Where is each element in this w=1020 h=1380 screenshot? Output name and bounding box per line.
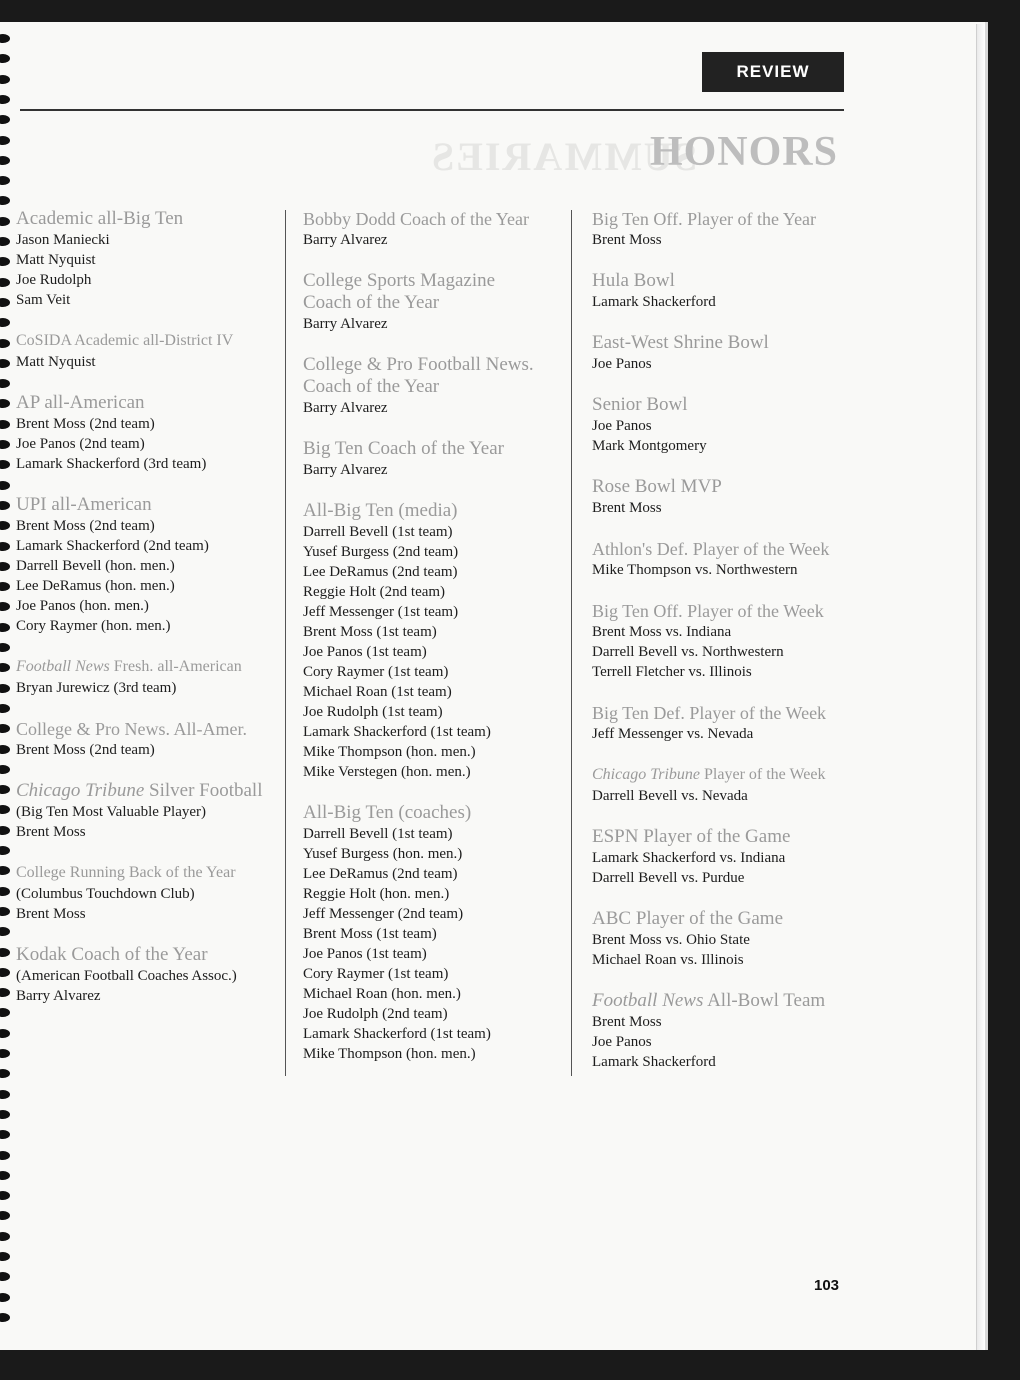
binding-ring bbox=[0, 339, 10, 348]
binding-ring bbox=[0, 704, 10, 713]
publication-name: Football News bbox=[16, 658, 110, 675]
binding-ring bbox=[0, 196, 10, 205]
binding-ring bbox=[0, 846, 10, 855]
honor-section bbox=[592, 394, 842, 456]
binding-ring bbox=[0, 1293, 10, 1302]
binding-ring bbox=[0, 1008, 10, 1017]
honor-section bbox=[16, 780, 278, 842]
honor-line: Cory Raymer (hon. men.) bbox=[16, 618, 171, 634]
honor-line: Matt Nyquist bbox=[16, 252, 96, 268]
honor-line: Yusef Burgess (2nd team) bbox=[303, 544, 459, 560]
honor-heading: All-Big Ten (coaches) bbox=[303, 802, 472, 823]
honor-heading: Athlon's Def. Player of the Week bbox=[592, 539, 830, 559]
honor-line: Brent Moss (1st team) bbox=[303, 926, 437, 942]
honor-line: Brent Moss bbox=[592, 1014, 662, 1030]
binding-ring bbox=[0, 95, 10, 104]
honor-line: Jason Maniecki bbox=[16, 232, 110, 248]
honor-heading: AP all-American bbox=[16, 392, 145, 413]
honor-section bbox=[16, 718, 278, 760]
binding-ring bbox=[0, 562, 10, 571]
binding-ring bbox=[0, 136, 10, 145]
binding-ring bbox=[0, 521, 10, 530]
honor-section bbox=[592, 908, 842, 970]
honor-line: Joe Rudolph (2nd team) bbox=[303, 1006, 448, 1022]
honor-heading-text: Player of the Week bbox=[700, 766, 826, 783]
honor-line: Darrell Bevell (1st team) bbox=[303, 524, 453, 540]
honor-line: Barry Alvarez bbox=[303, 232, 388, 248]
binding-ring bbox=[0, 481, 10, 490]
honor-line: Darrell Bevell vs. Northwestern bbox=[592, 644, 784, 660]
binding-ring bbox=[0, 359, 10, 368]
honor-line: Mike Thompson (hon. men.) bbox=[303, 744, 476, 760]
binding-ring bbox=[0, 54, 10, 63]
honor-line: Matt Nyquist bbox=[16, 354, 96, 370]
honor-section bbox=[592, 764, 842, 806]
honor-heading-line-2: Coach of the Year bbox=[303, 376, 440, 397]
honor-line: Jeff Messenger (2nd team) bbox=[303, 906, 464, 922]
binding-ring bbox=[0, 440, 10, 449]
honor-section bbox=[16, 944, 278, 1006]
honor-line: Mark Montgomery bbox=[592, 438, 707, 454]
binding-ring bbox=[0, 826, 10, 835]
binding-ring bbox=[0, 663, 10, 672]
binding-ring bbox=[0, 684, 10, 693]
honor-line: Lamark Shackerford (3rd team) bbox=[16, 456, 207, 472]
honor-line: Lee DeRamus (2nd team) bbox=[303, 866, 458, 882]
honor-line: Joe Panos bbox=[592, 418, 652, 434]
binding-ring bbox=[0, 501, 10, 510]
honor-heading-text: All-Bowl Team bbox=[703, 990, 826, 1011]
binding-ring bbox=[0, 115, 10, 124]
column-divider bbox=[285, 210, 286, 1076]
binding-ring bbox=[0, 1151, 10, 1160]
binding-ring bbox=[0, 907, 10, 916]
honor-section bbox=[16, 862, 278, 924]
honor-section bbox=[16, 392, 278, 474]
honor-heading: College Sports Magazine bbox=[303, 270, 496, 291]
binding-ring bbox=[0, 1191, 10, 1200]
honor-heading bbox=[592, 764, 842, 786]
honor-line: Lee DeRamus (2nd team) bbox=[303, 564, 458, 580]
honor-line: (American Football Coaches Assoc.) bbox=[16, 968, 237, 984]
binding-ring bbox=[0, 1272, 10, 1281]
binding-ring bbox=[0, 1069, 10, 1078]
header-rule bbox=[20, 109, 844, 111]
honor-line: Mike Thompson (hon. men.) bbox=[303, 1046, 476, 1062]
binding-ring bbox=[0, 1252, 10, 1261]
binding-ring bbox=[0, 1171, 10, 1180]
honor-section bbox=[303, 270, 561, 334]
honor-section bbox=[592, 826, 842, 888]
honor-section bbox=[16, 330, 278, 372]
honor-line: Reggie Holt (2nd team) bbox=[303, 584, 446, 600]
honor-line: Brent Moss vs. Indiana bbox=[592, 624, 732, 640]
honor-line: Lamark Shackerford vs. Indiana bbox=[592, 850, 786, 866]
binding-ring bbox=[0, 724, 10, 733]
honor-line: Michael Roan (hon. men.) bbox=[303, 986, 461, 1002]
honor-heading: Bobby Dodd Coach of the Year bbox=[303, 209, 529, 229]
binding-ring bbox=[0, 318, 10, 327]
honor-line: Darrell Bevell vs. Nevada bbox=[592, 788, 748, 804]
honor-line: Brent Moss bbox=[592, 500, 662, 516]
honor-line: Cory Raymer (1st team) bbox=[303, 664, 449, 680]
binding-ring bbox=[0, 34, 10, 43]
honor-line: Jeff Messenger (1st team) bbox=[303, 604, 459, 620]
binding-ring bbox=[0, 75, 10, 84]
honor-heading: College & Pro News. All-Amer. bbox=[16, 719, 247, 739]
honor-line: Barry Alvarez bbox=[303, 400, 388, 416]
binding-ring bbox=[0, 948, 10, 957]
honor-line: Brent Moss (2nd team) bbox=[16, 518, 155, 534]
section-tab-review: REVIEW bbox=[702, 52, 844, 92]
binding-ring bbox=[0, 1049, 10, 1058]
binding-ring bbox=[0, 745, 10, 754]
honor-line: Brent Moss (1st team) bbox=[303, 624, 437, 640]
honor-line: Joe Rudolph (1st team) bbox=[303, 704, 443, 720]
honor-line: Michael Roan vs. Illinois bbox=[592, 952, 744, 968]
binding-ring bbox=[0, 765, 10, 774]
column-divider bbox=[571, 210, 572, 1076]
honor-heading: College Running Back of the Year bbox=[16, 864, 236, 881]
honor-section bbox=[592, 600, 842, 682]
honor-heading bbox=[16, 780, 278, 802]
honor-heading: Big Ten Def. Player of the Week bbox=[592, 703, 827, 723]
honor-heading: CoSIDA Academic all-District IV bbox=[16, 332, 234, 349]
honor-line: Brent Moss bbox=[592, 232, 662, 248]
honors-column-1 bbox=[16, 208, 278, 1026]
binding-ring bbox=[0, 1090, 10, 1099]
honor-heading: Big Ten Coach of the Year bbox=[303, 438, 504, 459]
honor-section bbox=[303, 208, 561, 250]
honor-heading: Kodak Coach of the Year bbox=[16, 944, 208, 965]
honor-line: Joe Rudolph bbox=[16, 272, 92, 288]
honor-heading: Rose Bowl MVP bbox=[592, 476, 722, 497]
honor-heading: College & Pro Football News. bbox=[303, 354, 534, 375]
binding-ring bbox=[0, 988, 10, 997]
honor-section bbox=[16, 208, 278, 310]
honor-heading: ABC Player of the Game bbox=[592, 908, 784, 929]
honor-line: Cory Raymer (1st team) bbox=[303, 966, 449, 982]
binding-ring bbox=[0, 1029, 10, 1038]
honor-heading: Senior Bowl bbox=[592, 394, 688, 415]
honor-line: Joe Panos (1st team) bbox=[303, 644, 427, 660]
honor-heading: UPI all-American bbox=[16, 494, 152, 515]
honor-heading-text: Fresh. all-American bbox=[109, 658, 242, 675]
honor-section bbox=[16, 656, 278, 698]
honor-line: Bryan Jurewicz (3rd team) bbox=[16, 680, 177, 696]
honor-line: Darrell Bevell (1st team) bbox=[303, 826, 453, 842]
spiral-binding bbox=[0, 34, 12, 1334]
honor-line: Joe Panos bbox=[592, 356, 652, 372]
binding-ring bbox=[0, 805, 10, 814]
honor-line: Sam Veit bbox=[16, 292, 71, 308]
honors-column-3 bbox=[592, 208, 842, 1092]
binding-ring bbox=[0, 927, 10, 936]
honor-heading: Big Ten Off. Player of the Year bbox=[592, 209, 817, 229]
honor-line: Brent Moss vs. Ohio State bbox=[592, 932, 750, 948]
honor-line: Joe Panos (hon. men.) bbox=[16, 598, 149, 614]
honor-section bbox=[592, 476, 842, 518]
honors-column-2 bbox=[303, 208, 561, 1084]
honor-line: Mike Verstegen (hon. men.) bbox=[303, 764, 471, 780]
honor-line: (Columbus Touchdown Club) bbox=[16, 886, 195, 902]
binding-ring bbox=[0, 866, 10, 875]
honor-line: Terrell Fletcher vs. Illinois bbox=[592, 664, 752, 680]
honor-line: Brent Moss bbox=[16, 824, 86, 840]
honor-line: Joe Panos bbox=[592, 1034, 652, 1050]
honor-line: Mike Thompson vs. Northwestern bbox=[592, 562, 798, 578]
binding-ring bbox=[0, 887, 10, 896]
honor-line: Joe Panos (2nd team) bbox=[16, 436, 145, 452]
binding-ring bbox=[0, 420, 10, 429]
honor-line: Darrell Bevell vs. Purdue bbox=[592, 870, 745, 886]
page-edge bbox=[976, 24, 985, 1350]
binding-ring bbox=[0, 602, 10, 611]
honor-heading-text: Silver Football bbox=[144, 780, 263, 801]
binding-ring bbox=[0, 1130, 10, 1139]
honor-line: Lamark Shackerford (1st team) bbox=[303, 1026, 491, 1042]
honor-line: Barry Alvarez bbox=[16, 988, 101, 1004]
honor-line: Darrell Bevell (hon. men.) bbox=[16, 558, 175, 574]
binding-ring bbox=[0, 237, 10, 246]
binding-ring bbox=[0, 542, 10, 551]
honor-heading: East-West Shrine Bowl bbox=[592, 332, 769, 353]
binding-ring bbox=[0, 785, 10, 794]
honor-section bbox=[592, 990, 842, 1072]
honor-line: Brent Moss (2nd team) bbox=[16, 416, 155, 432]
honor-line: Lamark Shackerford bbox=[592, 1054, 716, 1070]
binding-ring bbox=[0, 1110, 10, 1119]
binding-ring bbox=[0, 1211, 10, 1220]
honor-line: Jeff Messenger vs. Nevada bbox=[592, 726, 754, 742]
honor-line: Barry Alvarez bbox=[303, 316, 388, 332]
binding-ring bbox=[0, 217, 10, 226]
honor-line: Yusef Burgess (hon. men.) bbox=[303, 846, 463, 862]
honor-section bbox=[16, 494, 278, 636]
honor-heading: All-Big Ten (media) bbox=[303, 500, 458, 521]
honor-section bbox=[303, 500, 561, 782]
honor-section bbox=[592, 702, 842, 744]
binding-ring bbox=[0, 298, 10, 307]
publication-name: Football News bbox=[592, 990, 704, 1011]
honor-line: Lamark Shackerford bbox=[592, 294, 716, 310]
binding-ring bbox=[0, 623, 10, 632]
page-number: 103 bbox=[814, 1277, 840, 1294]
bleed-through-text: SUMMARIES bbox=[430, 134, 697, 179]
publication-name: Chicago Tribune bbox=[592, 766, 701, 783]
honor-heading bbox=[592, 990, 842, 1012]
honor-heading-line-2: Coach of the Year bbox=[303, 292, 440, 313]
honor-section bbox=[303, 354, 561, 418]
honor-section bbox=[592, 538, 842, 580]
honor-heading: Hula Bowl bbox=[592, 270, 675, 291]
honor-line: Brent Moss bbox=[16, 906, 86, 922]
honor-section bbox=[592, 270, 842, 312]
binding-ring bbox=[0, 1232, 10, 1241]
honor-line: Brent Moss (2nd team) bbox=[16, 742, 155, 758]
honor-line: Lamark Shackerford (1st team) bbox=[303, 724, 491, 740]
honor-line: Michael Roan (1st team) bbox=[303, 684, 452, 700]
honor-section bbox=[303, 802, 561, 1064]
honor-heading: Big Ten Off. Player of the Week bbox=[592, 601, 824, 621]
binding-ring bbox=[0, 1313, 10, 1322]
binding-ring bbox=[0, 643, 10, 652]
honor-section bbox=[303, 438, 561, 480]
honor-line: Lamark Shackerford (2nd team) bbox=[16, 538, 209, 554]
binding-ring bbox=[0, 399, 10, 408]
binding-ring bbox=[0, 176, 10, 185]
honor-section bbox=[592, 332, 842, 374]
honor-line: Lee DeRamus (hon. men.) bbox=[16, 578, 175, 594]
honor-heading: Academic all-Big Ten bbox=[16, 208, 184, 229]
honor-line: (Big Ten Most Valuable Player) bbox=[16, 804, 207, 820]
honor-section bbox=[592, 208, 842, 250]
honor-line: Joe Panos (1st team) bbox=[303, 946, 427, 962]
honor-heading: ESPN Player of the Game bbox=[592, 826, 791, 847]
binding-ring bbox=[0, 460, 10, 469]
binding-ring bbox=[0, 582, 10, 591]
binding-ring bbox=[0, 156, 10, 165]
page-title: HONORS bbox=[649, 129, 838, 175]
binding-ring bbox=[0, 379, 10, 388]
binding-ring bbox=[0, 968, 10, 977]
honor-line: Barry Alvarez bbox=[303, 462, 388, 478]
publication-name: Chicago Tribune bbox=[16, 780, 145, 801]
honor-line: Reggie Holt (hon. men.) bbox=[303, 886, 450, 902]
honor-heading bbox=[16, 656, 278, 678]
binding-ring bbox=[0, 257, 10, 266]
binding-ring bbox=[0, 278, 10, 287]
